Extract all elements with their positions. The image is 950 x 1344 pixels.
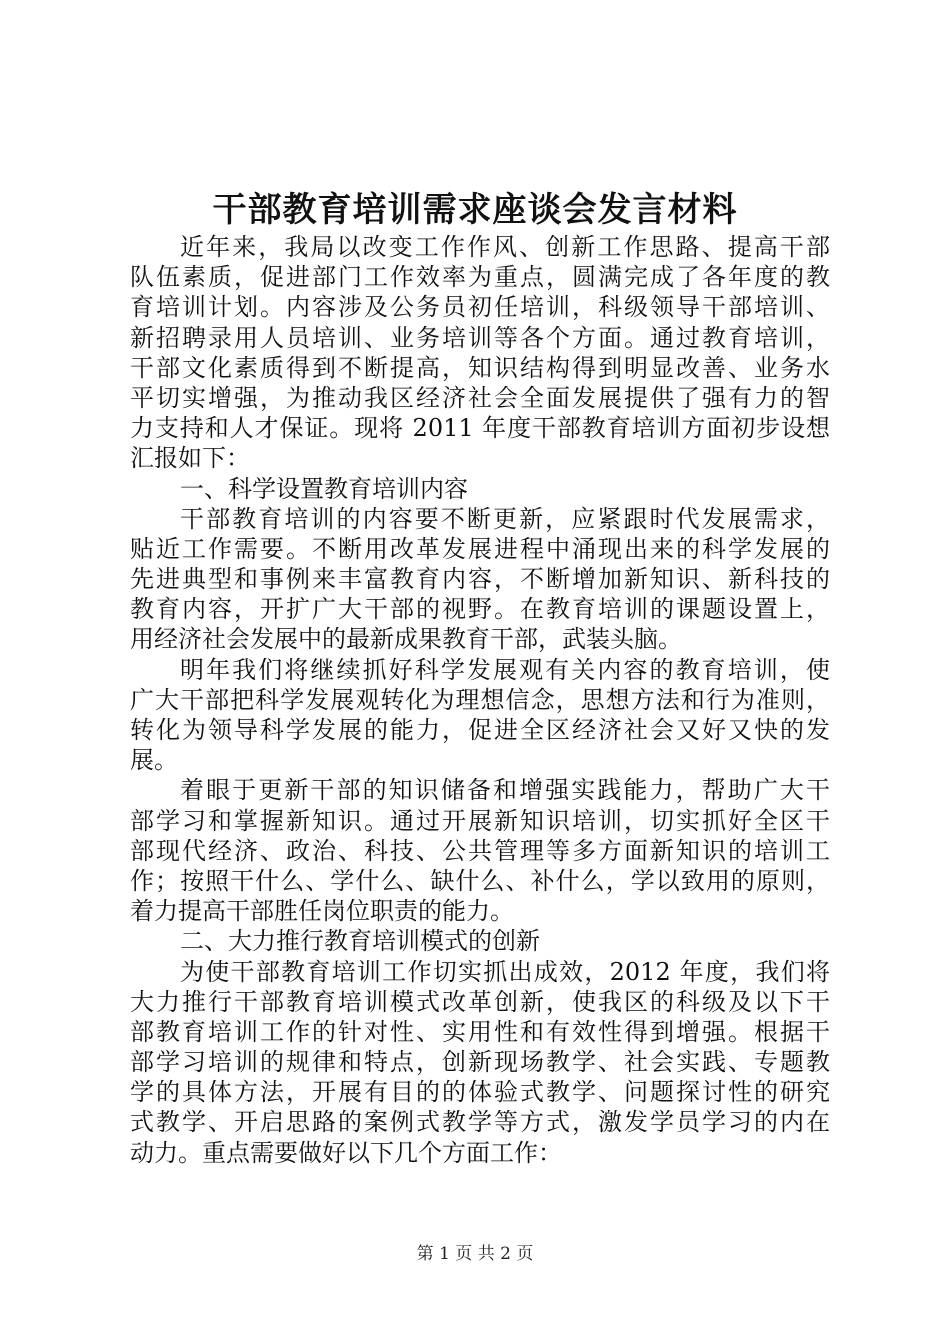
text-line: 用经济社会发展中的最新成果教育干部，武装头脑。 [130,625,682,654]
text-line: 部学习和掌握新知识。通过开展新知识培训，切实抓好全区干 [130,806,830,835]
text-line: 明年我们将继续抓好科学发展观有关内容的教育培训，使 [180,655,830,684]
text-line: 干部文化素质得到不断提高，知识结构得到明显改善、业务水 [130,353,830,382]
text-line: 作；按照干什么、学什么、缺什么、补什么，学以致用的原则， [130,866,830,895]
document-title: 干部教育培训需求座谈会发言材料 [212,190,738,230]
text-line: 学的具体方法，开展有目的的体验式教学、问题探讨性的研究 [130,1078,830,1107]
text-line: 部教育培训工作的针对性、实用性和有效性得到增强。根据干 [130,1017,830,1046]
text-line: 广大干部把科学发展观转化为理想信念，思想方法和行为准则， [130,685,830,714]
text-line: 力支持和人才保证。现将 2011 年度干部教育培训方面初步设想 [130,414,830,443]
text-line: 育培训计划。内容涉及公务员初任培训，科级领导干部培训、 [130,293,830,322]
text-line: 汇报如下： [130,444,250,473]
text-line: 着眼于更新干部的知识储备和增强实践能力，帮助广大干 [180,776,830,805]
page-footer: 第 1 页 共 2 页 [416,1244,534,1264]
text-line: 大力推行干部教育培训模式改革创新，使我区的科级及以下干 [130,987,830,1016]
text-line: 队伍素质，促进部门工作效率为重点，圆满完成了各年度的教 [130,263,830,292]
text-line: 平切实增强，为推动我区经济社会全面发展提供了强有力的智 [130,383,830,412]
text-line: 式教学、开启思路的案例式教学等方式，激发学员学习的内在 [130,1108,830,1137]
text-line: 二、大力推行教育培训模式的创新 [180,927,540,956]
text-line: 教育内容，开扩广大干部的视野。在教育培训的课题设置上， [130,595,830,624]
text-line: 先进典型和事例来丰富教育内容，不断增加新知识、新科技的 [130,565,830,594]
text-line: 转化为领导科学发展的能力，促进全区经济社会又好又快的发 [130,716,830,744]
text-line: 新招聘录用人员培训、业务培训等各个方面。通过教育培训， [130,323,830,352]
text-line: 贴近工作需要。不断用改革发展进程中涌现出来的科学发展的 [130,534,830,563]
text-line: 一、科学设置教育培训内容 [180,474,468,503]
document-body [130,232,830,1168]
text-line: 部现代经济、政治、科技、公共管理等多方面新知识的培训工 [130,836,830,865]
text-line: 为使干部教育培训工作切实抓出成效，2012 年度，我们将 [180,957,830,986]
text-line: 着力提高干部胜任岗位职责的能力。 [130,897,514,926]
text-line: 干部教育培训的内容要不断更新，应紧跟时代发展需求， [180,504,830,533]
text-line: 动力。重点需要做好以下几个方面工作： [130,1138,562,1167]
text-line: 展。 [130,746,178,775]
text-line: 近年来，我局以改变工作作风、创新工作思路、提高干部 [180,233,830,261]
text-line: 部学习培训的规律和特点，创新现场教学、社会实践、专题教 [130,1048,830,1077]
